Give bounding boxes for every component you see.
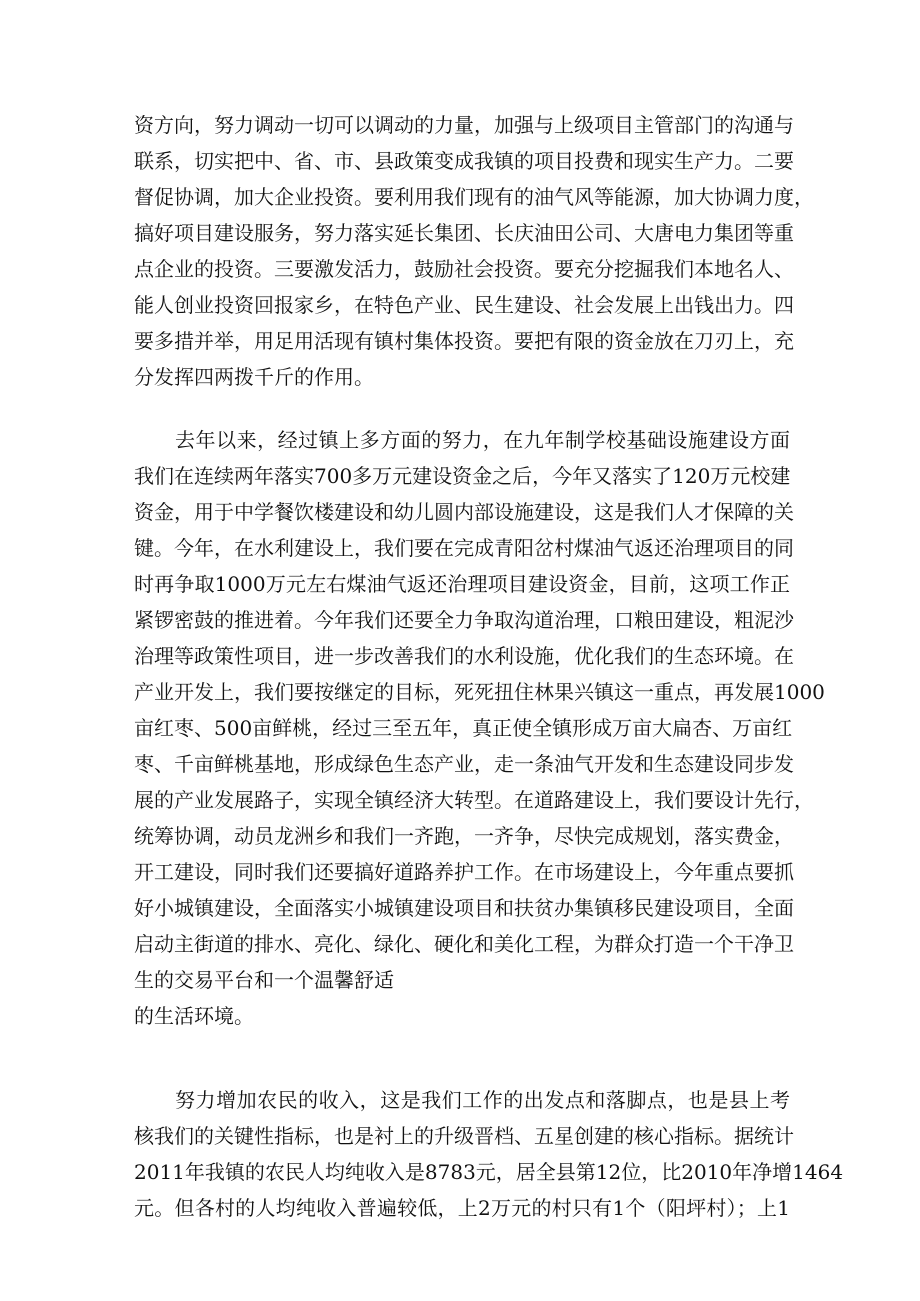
text-line: 资方向，努力调动一切可以调动的力量，加强与上级项目主管部门的沟通与 xyxy=(134,113,794,137)
text-line: 亩红枣、500亩鲜桃，经过三至五年，真正使全镇形成万亩大扁杏、万亩红 xyxy=(134,716,793,740)
text-line: 开工建设，同时我们还要搞好道路养护工作。在市场建设上，今年重点要抓 xyxy=(134,860,794,884)
text-line: 资金，用于中学餐饮楼建设和幼儿圆内部设施建设，这是我们人才保障的关 xyxy=(134,500,794,524)
text-line: 督促协调，加大企业投资。要利用我们现有的油气风等能源，加大协调力度， xyxy=(134,185,814,209)
text-line: 要多措并举，用足用活现有镇村集体投资。要把有限的资金放在刀刃上，充 xyxy=(134,329,794,353)
text-line: 产业开发上，我们要按继定的目标，死死扭住林果兴镇这一重点，再发展1000 xyxy=(134,680,825,704)
text-line: 的生活环境。 xyxy=(134,1004,254,1028)
text-line: 时再争取1000万元左右煤油气返还治理项目建设资金，目前，这项工作正 xyxy=(134,572,790,596)
text-line: 我们在连续两年落实700多万元建设资金之后，今年又落实了120万元校建 xyxy=(134,464,791,488)
text-line: 生的交易平台和一个温馨舒适 xyxy=(134,968,394,992)
paragraph-3 xyxy=(134,1082,844,1226)
text-line: 分发挥四两拨千斤的作用。 xyxy=(134,365,374,389)
text-line: 核我们的关键性指标，也是衬上的升级晋档、五星创建的核心指标。据统计 xyxy=(134,1124,794,1148)
paragraph-2 xyxy=(134,422,825,1034)
text-line: 能人创业投资回报家乡，在特色产业、民生建设、社会发展上出钱出力。四 xyxy=(134,293,794,317)
text-line: 统筹协调，动员龙洲乡和我们一齐跑，一齐争，尽快完成规划，落实费金， xyxy=(134,824,794,848)
text-line: 2011年我镇的农民人均纯收入是8783元，居全县第12位，比2010年净增1464 xyxy=(134,1160,844,1184)
text-line: 点企业的投资。三要激发活力，鼓励社会投资。要充分挖掘我们本地名人、 xyxy=(134,257,794,281)
text-line: 元。但各村的人均纯收入普遍较低，上2万元的村只有1个（阳坪村）；上1 xyxy=(134,1196,790,1220)
text-line: 枣、千亩鲜桃基地，形成绿色生态产业，走一条油气开发和生态建设同步发 xyxy=(134,752,794,776)
paragraph-1 xyxy=(134,107,814,395)
text-line: 努力增加农民的收入，这是我们工作的出发点和落脚点，也是县上考 xyxy=(134,1088,790,1112)
text-line: 启动主街道的排水、亮化、绿化、硬化和美化工程，为群众打造一个干净卫 xyxy=(134,932,794,956)
text-line: 联系，切实把中、省、市、县政策变成我镇的项目投费和现实生产力。二要 xyxy=(134,149,794,173)
text-line: 展的产业发展路子，实现全镇经济大转型。在道路建设上，我们要设计先行， xyxy=(134,788,814,812)
text-line: 治理等政策性项目，进一步改善我们的水利设施，优化我们的生态环境。在 xyxy=(134,644,794,668)
text-line: 搞好项目建设服务，努力落实延长集团、长庆油田公司、大唐电力集团等重 xyxy=(134,221,794,245)
text-line: 去年以来，经过镇上多方面的努力，在九年制学校基础设施建设方面 xyxy=(134,428,790,452)
text-line: 好小城镇建设，全面落实小城镇建设项目和扶贫办集镇移民建设项目，全面 xyxy=(134,896,794,920)
text-line: 键。今年，在水利建设上，我们要在完成青阳岔村煤油气返还治理项目的同 xyxy=(134,536,794,560)
text-line: 紧锣密鼓的推进着。今年我们还要全力争取沟道治理，口粮田建设，粗泥沙 xyxy=(134,608,794,632)
